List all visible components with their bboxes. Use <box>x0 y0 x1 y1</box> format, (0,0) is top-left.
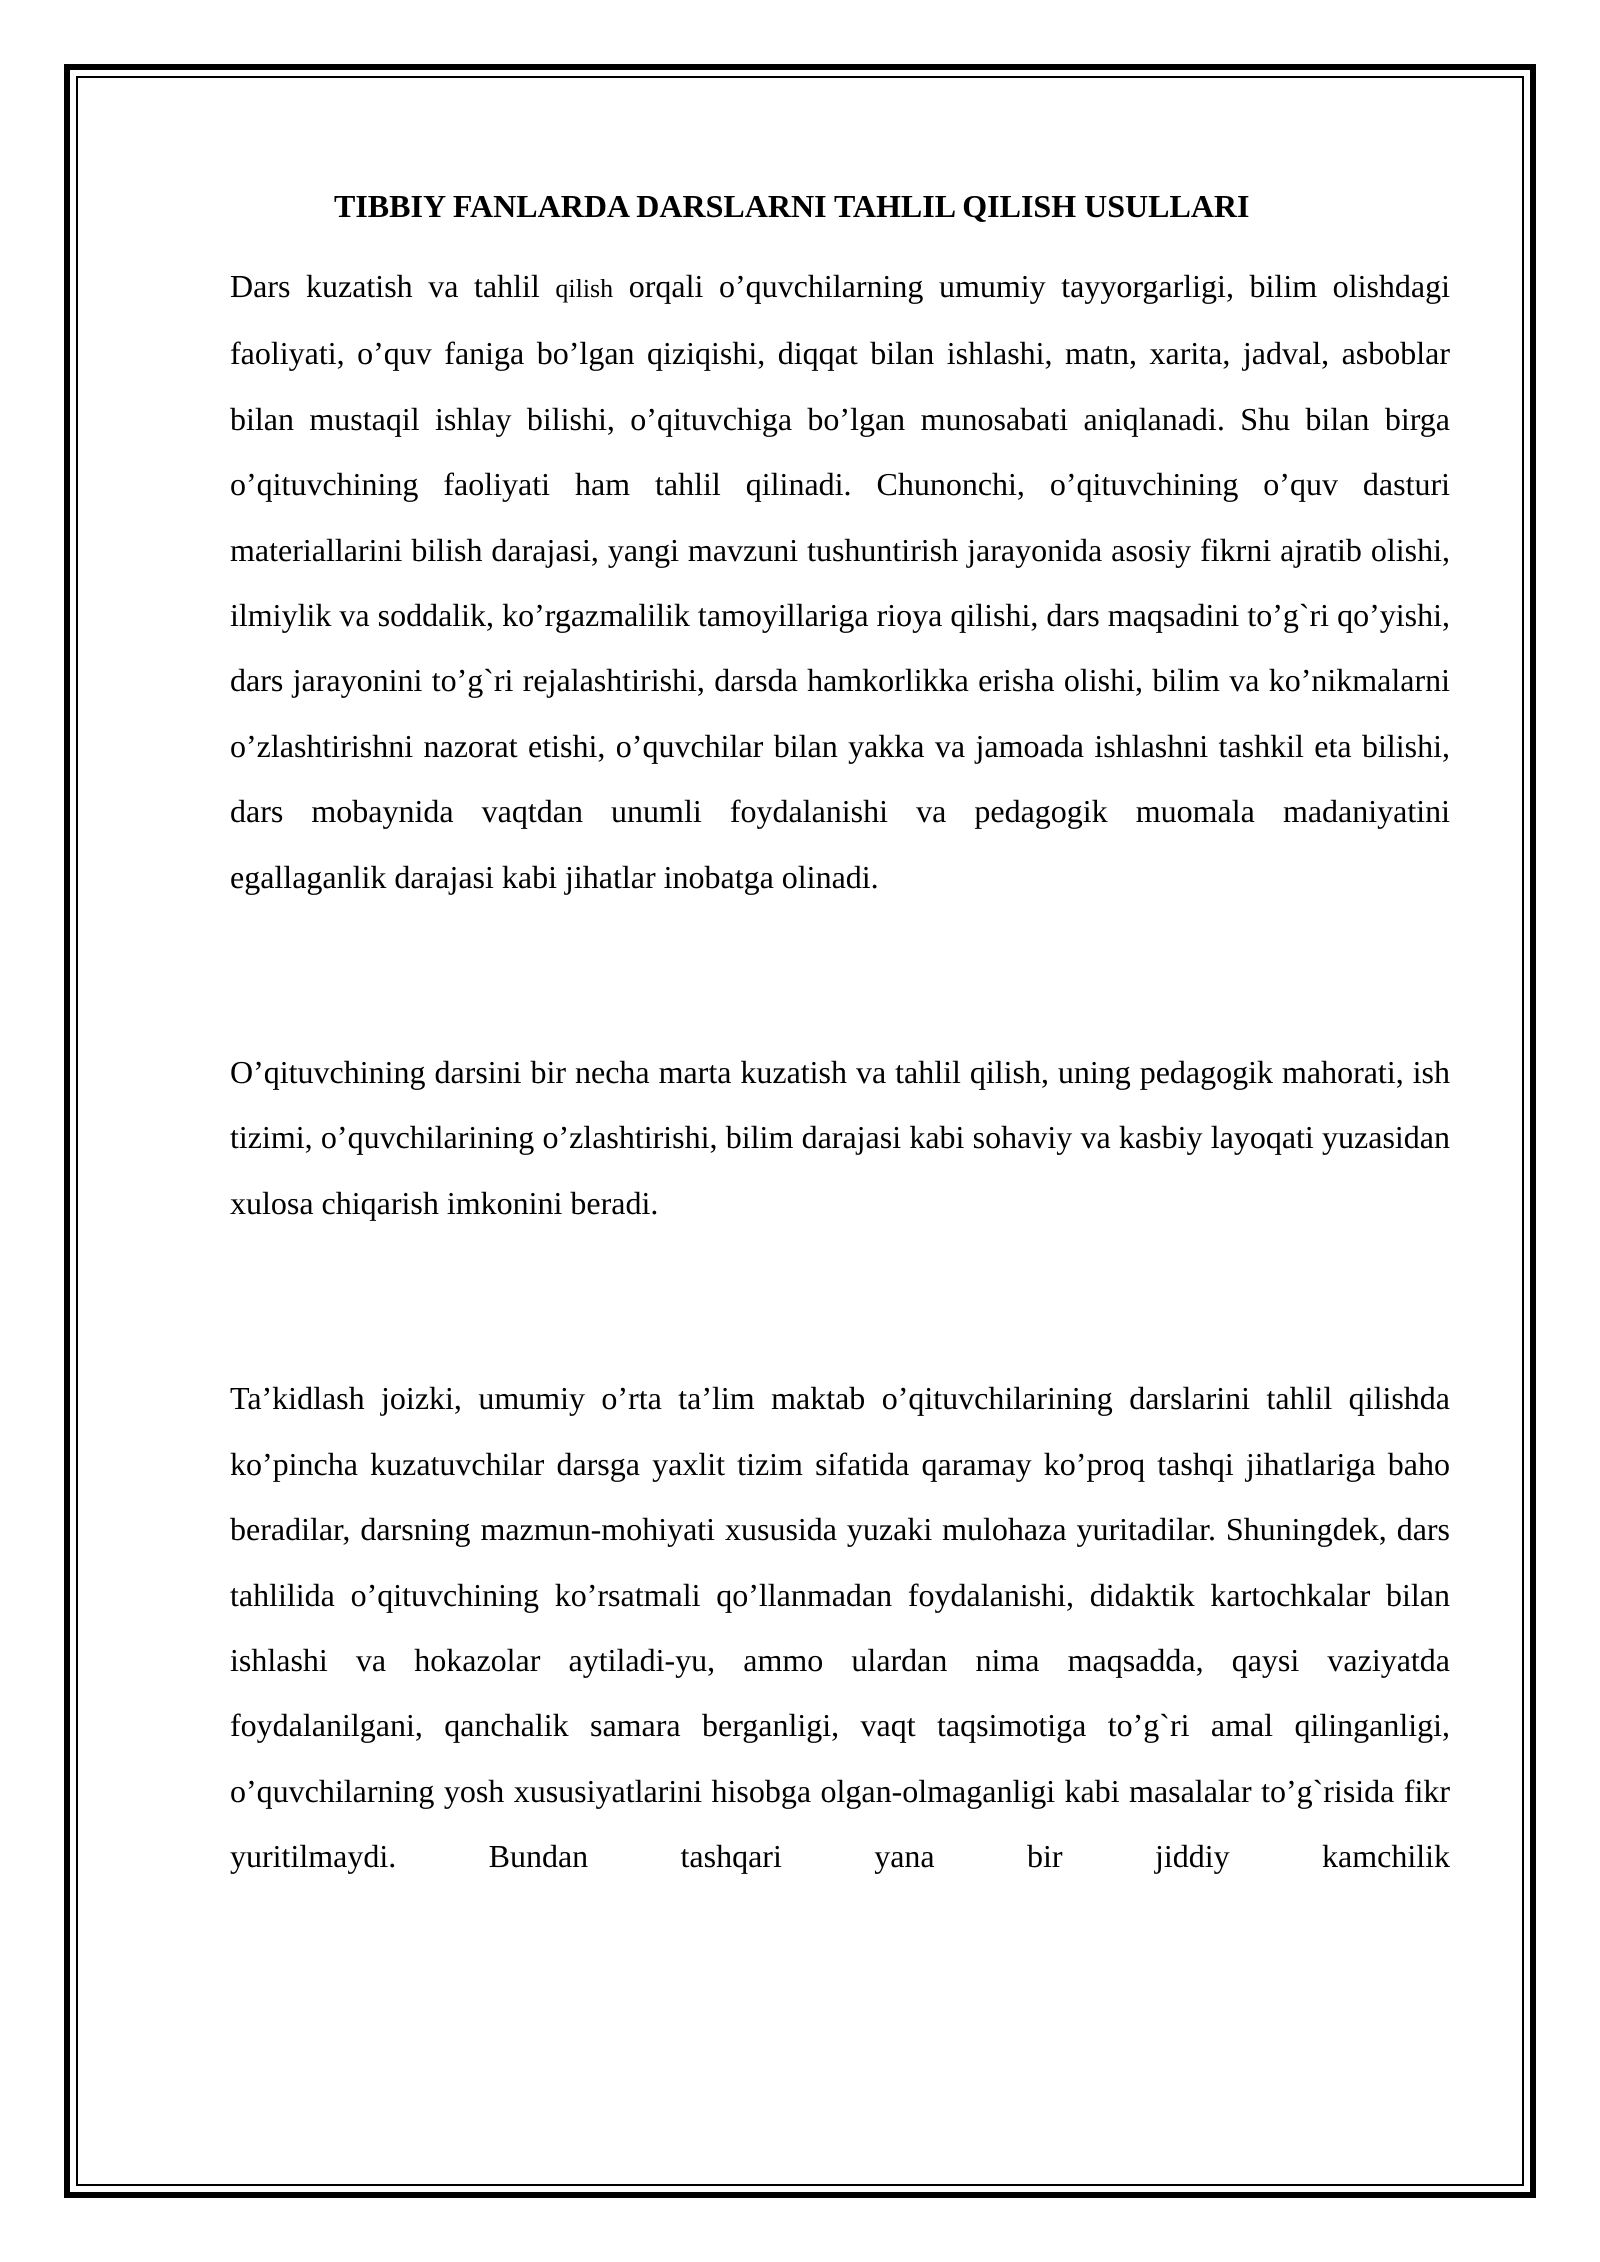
paragraph-1-start: Dars kuzatish va tahlil <box>230 268 556 304</box>
paragraph-spacer <box>230 1236 1450 1366</box>
paragraph-1-small-word: qilish <box>555 274 614 303</box>
document-title: TIBBIY FANLARDA DARSLARNI TAHLIL QILISH USULLARI <box>334 188 1250 224</box>
paragraph-1 <box>230 254 1450 910</box>
paragraph-2: O’qituvchining darsini bir necha marta kuzatish va tahlil qilish, uning pedagogik mahorati, ish tizimi, o’quvchilarining o’zlashtirishi, bilim darajasi kabi sohaviy va kasbiy layoqati yuzasidan xulosa chiqarish imkonini beradi. <box>230 1054 1450 1221</box>
paragraph-spacer <box>230 910 1450 1040</box>
paragraph-1-rest: orqali o’quvchilarning umumiy tayyorgarligi, bilim olishdagi faoliyati, o’quv faniga bo’lgan qiziqishi, diqqat bilan ishlashi, matn, xarita, jadval, asboblar bilan mustaqil ishlay bilishi, o’qituvchiga bo’lgan munosabati aniqlanadi. Shu bilan birga o’qituvchining faoliyati ham tahlil qilinadi. Chunonchi, o’qituvchining o’quv dasturi materiallarini bilish darajasi, yangi mavzuni tushuntirish jarayonida asosiy fikrni ajratib olishi, ilmiylik va soddalik, ko’rgazmalilik tamoyillariga rioya qilishi, dars maqsadini to’g`ri qo’yishi, dars jarayonini to’g`ri rejalashtirishi, darsda hamkorlikka erisha olishi, bilim va ko’nikmalarni o’zlashtirishni nazorat etishi, o’quvchilar bilan yakka va jamoada ishlashni tashkil eta bilishi, dars mobaynida vaqtdan unumli foydalanishi va pedagogik muomala madaniyatini egallaganlik darajasi kabi jihatlar inobatga olinadi. <box>230 268 1451 895</box>
document-body <box>230 176 1450 1890</box>
paragraph-3: Ta’kidlash joizki, umumiy o’rta ta’lim maktab o’qituvchilarining darslarini tahlil qilishda ko’pincha kuzatuvchilar darsga yaxlit tizim sifatida qaramay ko’proq tashqi jihatlariga baho beradilar, darsning mazmun-mohiyati xususida yuzaki mulohaza yuritadilar. Shuningdek, dars tahlilida o’qituvchining ko’rsatmali qo’llanmadan foydalanishi, didaktik kartochkalar bilan ishlashi va hokazolar aytiladi-yu, ammo ulardan nima maqsadda, qaysi vaziyatda foydalanilgani, qanchalik samara berganligi, vaqt taqsimotiga to’g`ri amal qilinganligi, o’quvchilarning yosh xususiyatlarini hisobga olgan-olmaganligi kabi masalalar to’g`risida fikr yuritilmaydi. Bundan tashqari yana bir jiddiy kamchilik <box>230 1380 1450 1875</box>
